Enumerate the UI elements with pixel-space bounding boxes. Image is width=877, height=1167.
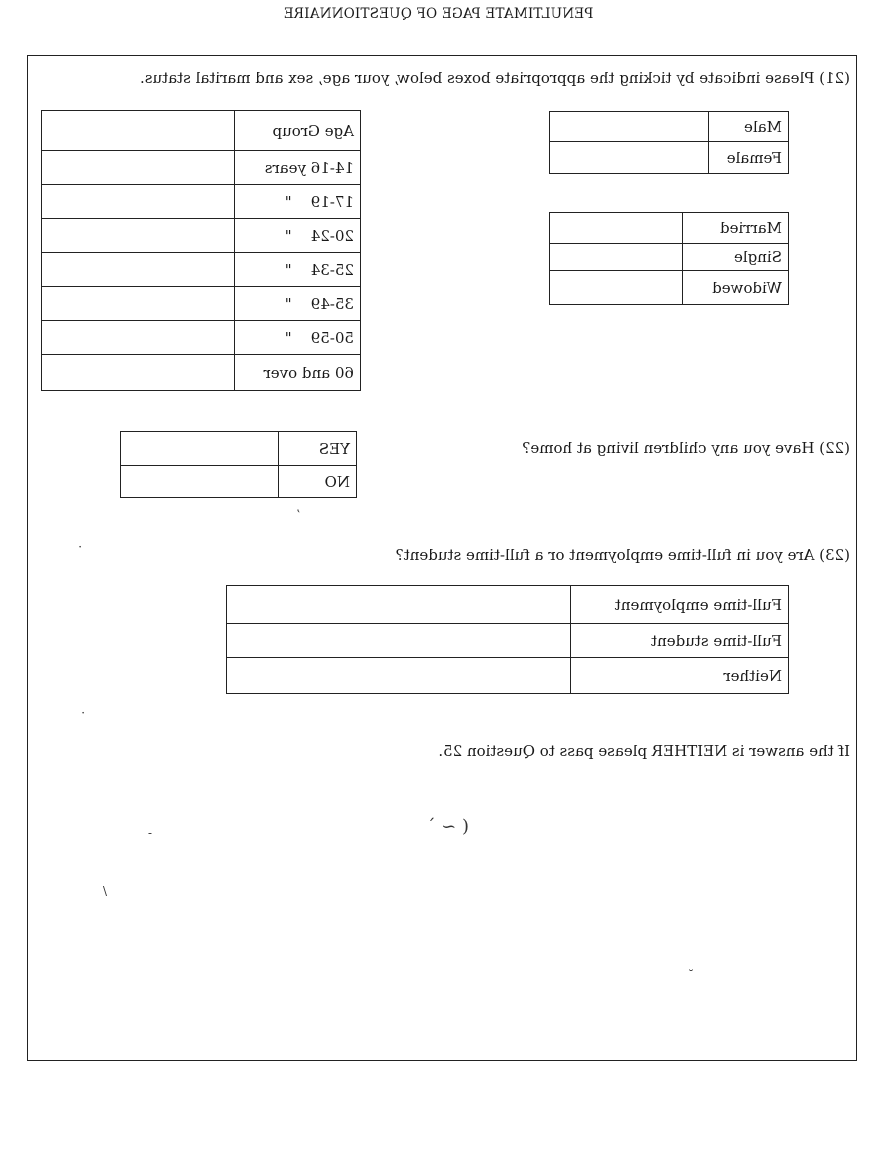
- question-23-text: (23) Are you in full-time employment or a full-time student?: [395, 546, 850, 564]
- scan-speck: ( ~ ˋ: [426, 816, 469, 837]
- age-checkbox-14-16[interactable]: [42, 151, 235, 185]
- scan-speck: ,: [296, 500, 300, 514]
- age-header-blank-cell: [42, 111, 235, 151]
- scan-speck: ˘: [688, 968, 694, 982]
- scan-speck: ·: [78, 540, 82, 554]
- table-row: [42, 151, 361, 185]
- table-row: [550, 142, 789, 174]
- children-option-label: NO: [279, 466, 357, 498]
- marital-status-table: [549, 212, 789, 305]
- children-at-home-table: [120, 431, 357, 498]
- table-row: [42, 253, 361, 287]
- table-row: [227, 586, 789, 624]
- employment-table: [226, 585, 789, 694]
- table-row: [550, 271, 789, 305]
- table-row: [550, 112, 789, 142]
- table-row: [42, 287, 361, 321]
- age-checkbox-50-59[interactable]: [42, 321, 235, 355]
- marital-checkbox-married[interactable]: [550, 213, 683, 244]
- marital-option-label: Married: [683, 213, 789, 244]
- age-option-label: 14-16 years: [235, 151, 361, 185]
- age-option-label: 25-34 ": [235, 253, 361, 287]
- marital-option-label: Single: [683, 244, 789, 271]
- age-option-label: 17-19 ": [235, 185, 361, 219]
- employment-option-label: Neither: [571, 658, 789, 694]
- age-group-header: Age Group: [235, 111, 361, 151]
- employment-checkbox-neither[interactable]: [227, 658, 571, 694]
- table-row: [550, 244, 789, 271]
- table-row: [121, 466, 357, 498]
- age-group-table: [41, 110, 361, 391]
- employment-option-label: Full-time student: [571, 624, 789, 658]
- age-option-label: 35-49 ": [235, 287, 361, 321]
- table-row: [42, 219, 361, 253]
- page-title: PENULTIMATE PAGE OF QUESTIONNAIRE: [283, 6, 594, 22]
- age-checkbox-17-19[interactable]: [42, 185, 235, 219]
- table-row: [42, 111, 361, 151]
- employment-checkbox-full-time-employment[interactable]: [227, 586, 571, 624]
- employment-checkbox-full-time-student[interactable]: [227, 624, 571, 658]
- marital-checkbox-single[interactable]: [550, 244, 683, 271]
- marital-option-label: Widowed: [683, 271, 789, 305]
- skip-instruction: If the answer is NEITHER please pass to Question 25.: [438, 742, 850, 760]
- age-checkbox-35-49[interactable]: [42, 287, 235, 321]
- table-row: [227, 624, 789, 658]
- age-option-label: 20-24 ": [235, 219, 361, 253]
- sex-table: [549, 111, 789, 174]
- table-row: [227, 658, 789, 694]
- sex-option-label: Female: [709, 142, 789, 174]
- table-row: [42, 355, 361, 391]
- table-row: [42, 321, 361, 355]
- table-row: [121, 432, 357, 466]
- sex-checkbox-female[interactable]: [550, 142, 709, 174]
- scan-speck: -: [147, 826, 152, 840]
- children-option-label: YES: [279, 432, 357, 466]
- table-row: [550, 213, 789, 244]
- sex-option-label: Male: [709, 112, 789, 142]
- children-checkbox-no[interactable]: [121, 466, 279, 498]
- age-checkbox-25-34[interactable]: [42, 253, 235, 287]
- marital-checkbox-widowed[interactable]: [550, 271, 683, 305]
- sex-checkbox-male[interactable]: [550, 112, 709, 142]
- question-22-text: (22) Have you any children living at home?: [522, 439, 850, 457]
- age-option-label: 60 and over: [235, 355, 361, 391]
- question-21-text: (21) Please indicate by ticking the appropriate boxes below, your age, sex and marital status.: [139, 69, 850, 87]
- age-option-label: 50-59 ": [235, 321, 361, 355]
- employment-option-label: Full-time employment: [571, 586, 789, 624]
- children-checkbox-yes[interactable]: [121, 432, 279, 466]
- table-row: [42, 185, 361, 219]
- scan-speck: ·: [81, 706, 85, 720]
- age-checkbox-20-24[interactable]: [42, 219, 235, 253]
- age-checkbox-60-over[interactable]: [42, 355, 235, 391]
- scan-speck: /: [102, 884, 107, 898]
